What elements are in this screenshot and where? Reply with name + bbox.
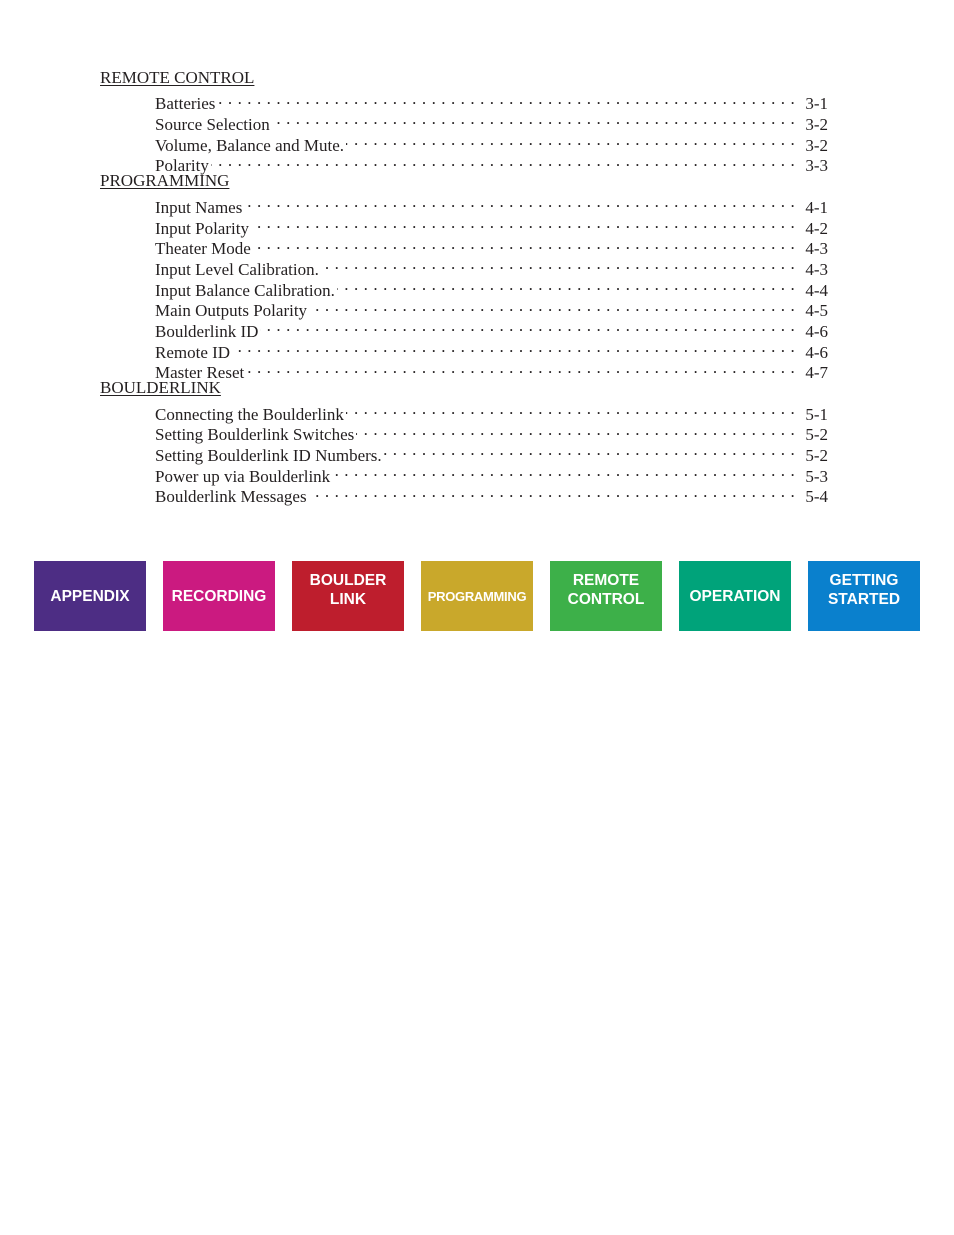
toc-entry-page: 5-2 bbox=[805, 446, 828, 466]
tab-appendix[interactable] bbox=[34, 561, 146, 631]
section-heading-programming[interactable]: PROGRAMMING bbox=[100, 171, 230, 191]
toc-entry-page: 5-4 bbox=[805, 487, 828, 507]
dot-leader bbox=[356, 420, 795, 441]
dot-leader bbox=[211, 151, 795, 172]
toc-entry-title: Main Outputs Polarity bbox=[155, 301, 308, 321]
dot-leader bbox=[260, 316, 795, 337]
toc-entry[interactable] bbox=[100, 89, 828, 114]
toc-entry-page: 4-2 bbox=[805, 218, 828, 238]
toc-entry-title: Input Names bbox=[155, 197, 243, 217]
tab-label: BOULDER LINK bbox=[309, 572, 387, 608]
dot-leader bbox=[246, 358, 795, 379]
toc-entry-title: Polarity bbox=[155, 156, 209, 176]
tab-getting-started[interactable] bbox=[808, 561, 920, 631]
toc-entry-title: Power up via Boulderlink bbox=[155, 466, 331, 486]
tab-label: APPENDIX bbox=[50, 587, 130, 605]
table-of-contents bbox=[100, 68, 828, 507]
tab-label: GETTING STARTED bbox=[827, 572, 901, 608]
dot-leader bbox=[244, 192, 795, 213]
toc-entry-title: Source Selection bbox=[155, 115, 270, 135]
tab-operation[interactable] bbox=[679, 561, 791, 631]
toc-entry[interactable] bbox=[100, 399, 828, 424]
toc-entry-title: Setting Boulderlink ID Numbers. bbox=[155, 446, 382, 466]
tab-recording[interactable] bbox=[163, 561, 275, 631]
dot-leader bbox=[346, 399, 795, 420]
toc-entry-page: 4-6 bbox=[805, 321, 828, 341]
toc-entry-page: 4-7 bbox=[805, 363, 828, 383]
tab-boulder-link[interactable] bbox=[292, 561, 404, 631]
tab-label: RECORDING bbox=[171, 587, 267, 605]
toc-entry-page: 3-1 bbox=[805, 94, 828, 114]
dot-leader bbox=[232, 337, 795, 358]
dot-leader bbox=[272, 109, 796, 130]
dot-leader bbox=[251, 213, 795, 234]
dot-leader bbox=[337, 275, 795, 296]
tab-label: OPERATION bbox=[689, 587, 781, 605]
tab-label: REMOTE CONTROL bbox=[567, 572, 645, 608]
toc-entry-page: 4-6 bbox=[805, 342, 828, 362]
toc-entry-page: 4-3 bbox=[805, 239, 828, 259]
toc-entry-title: Batteries bbox=[155, 94, 216, 114]
toc-entry-page: 4-1 bbox=[805, 197, 828, 217]
toc-entry-title: Input Level Calibration. bbox=[155, 259, 319, 279]
tab-remote-control[interactable] bbox=[550, 561, 662, 631]
toc-entry-page: 5-1 bbox=[805, 404, 828, 424]
toc-entry-title: Setting Boulderlink Switches bbox=[155, 425, 355, 445]
toc-entry-title: Input Balance Calibration. bbox=[155, 280, 335, 300]
toc-entry-page: 4-5 bbox=[805, 301, 828, 321]
section-heading-remote-control[interactable]: REMOTE CONTROL bbox=[100, 68, 255, 87]
dot-leader bbox=[309, 482, 796, 503]
toc-entry-page: 4-4 bbox=[805, 280, 828, 300]
toc-entry-title: Remote ID bbox=[155, 342, 231, 362]
dot-leader bbox=[332, 461, 795, 482]
toc-entry[interactable] bbox=[100, 192, 828, 217]
dot-leader bbox=[217, 89, 795, 110]
toc-entry-title: Boulderlink ID bbox=[155, 321, 259, 341]
section-heading-boulderlink[interactable]: BOULDERLINK bbox=[100, 378, 221, 398]
toc-entry-page: 3-2 bbox=[805, 115, 828, 135]
toc-entry-title: Input Polarity bbox=[155, 218, 249, 238]
dot-leader bbox=[384, 440, 796, 461]
toc-entry-title: Volume, Balance and Mute. bbox=[155, 135, 345, 155]
toc-entry-title: Master Reset bbox=[155, 363, 245, 383]
dot-leader bbox=[309, 296, 795, 317]
tab-label: PROGRAMMING bbox=[427, 588, 527, 604]
tab-programming[interactable] bbox=[421, 561, 533, 631]
toc-entry-page: 5-2 bbox=[805, 425, 828, 445]
toc-entry-title: Connecting the Boulderlink bbox=[155, 404, 344, 424]
dot-leader bbox=[253, 234, 796, 255]
toc-entry-page: 4-3 bbox=[805, 259, 828, 279]
toc-entry-title: Boulderlink Messages bbox=[155, 487, 307, 507]
dot-leader bbox=[321, 254, 796, 275]
toc-entry-page: 5-3 bbox=[805, 466, 828, 486]
toc-entry-page: 3-2 bbox=[805, 135, 828, 155]
toc-entry-page: 3-3 bbox=[805, 156, 828, 176]
section-tabs bbox=[34, 561, 920, 631]
dot-leader bbox=[346, 130, 795, 151]
toc-entry-title: Theater Mode bbox=[155, 239, 251, 259]
